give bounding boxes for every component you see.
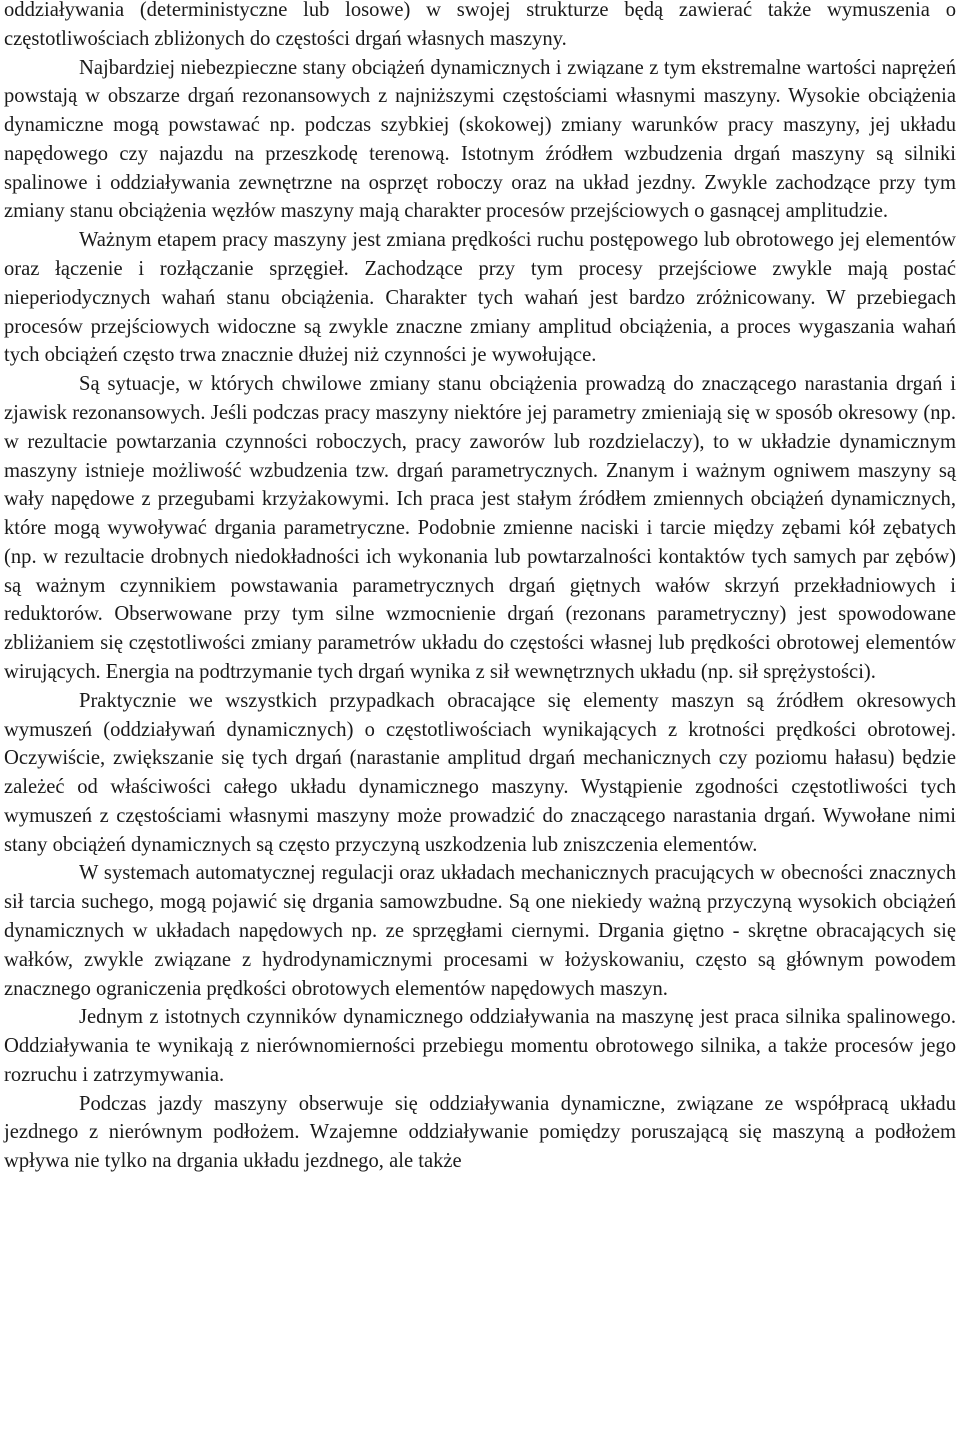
paragraph-travel-dynamics: Podczas jazdy maszyny obserwuje się oddziaływania dynamiczne, związane ze współpracą układu jezdnego z nierównym podłożem. Wzajemne oddziaływanie pomiędzy poruszającą się maszyną a podłożem wpływa nie tylko na drgania układu jezdnego, ale także [4,1092,956,1173]
paragraph-rotating-elements: Praktycznie we wszystkich przypadkach obracające się elementy maszyn są źródłem okresowych wymuszeń (oddziaływań dynamicznych) o częstotliwościach wynikających z krotności prędkości obrotowej. Oczywiście, zwiększanie się tych drgań (narastanie amplitud drgań mechanicznych czy poziomu hałasu) będzie zależeć od właściwości całego układu dynamicznego maszyny. Wystąpienie zgodności częstotliwości tych wymuszeń z częstościami własnymi maszyny może prowadzić do znaczącego narastania drgań. Wywołane nimi stany obciążeń dynamicznych są często przyczyną uszkodzenia lub zniszczenia elementów. [4,689,956,856]
paragraph-transient-processes: Ważnym etapem pracy maszyny jest zmiana prędkości ruchu postępowego lub obrotowego jej elementów oraz łączenie i rozłączanie sprzęgieł. Zachodzące przy tym procesy przejściowe zwykle mają postać nieperiodycznych wahań stanu obciążenia. Charakter tych wahań jest bardzo zróżnicowany. W przebiegach procesów przejściowych widoczne są zwykle znaczne zmiany amplitud obciążenia, a proces wygaszania wahań tych obciążeń często trwa znacznie dłużej niż czynności je wywołujące. [4,229,956,367]
paragraph-resonance-loads: Najbardziej niebezpieczne stany obciążeń dynamicznych i związane z tym ekstremalne wartości naprężeń powstają w obszarze drgań rezonansowych z najniższymi częstościami własnymi maszyny. Wysokie obciążenia dynamiczne mogą powstawać np. podczas szybkiej (skokowej) zmiany warunków pracy maszyny, jej układu napędowego czy najazdu na przeszkodę terenową. Istotnym źródłem wzbudzenia drgań maszyny są silniki spalinowe i oddziaływania zewnętrzne na osprzęt roboczy oraz na układ jezdny. Zwykle zachodzące przy tym zmiany stanu obciążenia węzłów maszyny mają charakter procesów przejściowych o gasnącej amplitudzie. [4,56,956,223]
paragraph-continued: oddziaływania (deterministyczne lub losowe) w swojej strukturze będą zawierać także wymuszenia o częstotliwościach zbliżonych do częstości drgań własnych maszyny. [4,0,956,50]
paragraph-parametric-vibrations: Są sytuacje, w których chwilowe zmiany stanu obciążenia prowadzą do znaczącego narastania drgań i zjawisk rezonansowych. Jeśli podczas pracy maszyny niektóre jej parametry zmieniają się w sposób okresowy (np. w rezultacie powtarzania czynności roboczych, pracy zaworów lub rozdzielaczy), to w układzie dynamicznym maszyny istnieje możliwość wzbudzenia tzw. drgań parametrycznych. Znanym i ważnym ogniwem maszyny są wały napędowe z przegubami krzyżakowymi. Ich praca jest stałym źródłem zmiennych obciążeń dynamicznych, które mogą wywoływać drgania parametryczne. Podobnie zmienne naciski i tarcie między zębami kół zębatych (np. w rezultacie drobnych niedokładności ich wykonania lub powtarzalności kontaktów tych samych par zębów) są ważnym czynnikiem powstawania parametrycznych drgań giętnych wałów skrzyń przekładniowych i reduktorów. Obserwowane przy tym silne wzmocnienie drgań (rezonans parametryczny) jest spowodowane zbliżaniem się częstotliwości zmiany parametrów układu do częstości własnej lub prędkości obrotowej elementów wirujących. Energia na podtrzymanie tych drgań wynika z sił wewnętrznych układu (np. sił sprężystości). [4,373,956,683]
paragraph-self-excited-vibrations: W systemach automatycznej regulacji oraz układach mechanicznych pracujących w obecności znacznych sił tarcia suchego, mogą pojawić się drgania samowzbudne. Są one niekiedy ważną przyczyną wysokich obciążeń dynamicznych w układach napędowych np. ze sprzęgłami ciernymi. Drgania giętno - skrętne obracających się wałków, zwykle związane z hydrodynamicznymi procesami w łożyskowaniu, często są głównym powodem znacznego ograniczenia prędkości obrotowych elementów napędowych maszyn. [4,862,956,1000]
paragraph-combustion-engine: Jednym z istotnych czynników dynamicznego oddziaływania na maszynę jest praca silnika spalinowego. Oddziaływania te wynikają z nierównomierności przebiegu momentu obrotowego silnika, a także procesów jego rozruchu i zatrzymywania. [4,1006,956,1086]
